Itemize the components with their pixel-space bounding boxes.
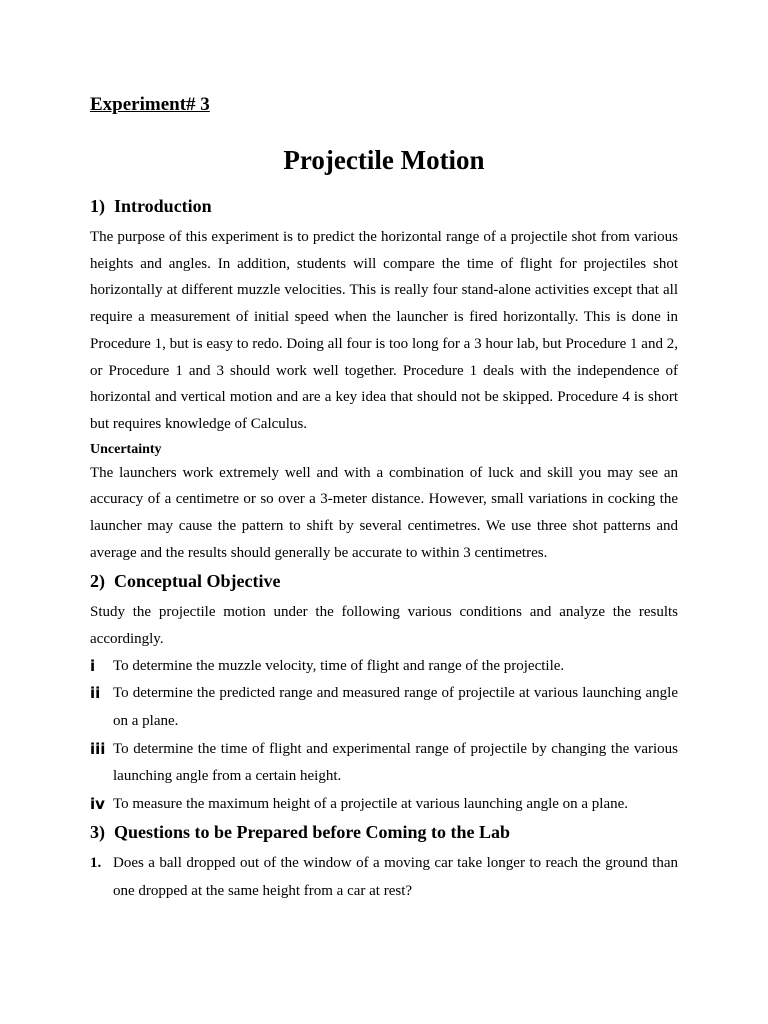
introduction-section [90,194,678,438]
list-item-text: To determine the predicted range and measured range of projectile at various launching angle on a plane. [113,685,678,730]
list-marker: ii [90,684,101,703]
list-item [90,791,678,819]
list-item-text: To measure the maximum height of a projectile at various launching angle on a plane. [113,795,629,812]
experiment-label: Experiment# 3 [90,94,210,115]
section-heading-introduction [90,194,678,222]
section-number: 2) [90,571,105,592]
list-marker: iv [90,794,105,813]
document-body [90,194,678,906]
objective-list [90,653,678,819]
section-number: 3) [90,822,105,843]
list-item-text: Does a ball dropped out of the window of a moving car take longer to reach the ground than one dropped at the same height from a car at rest? [113,855,678,899]
section-title: Questions to be Prepared before Coming to the Lab [114,822,510,843]
uncertainty-section [90,440,678,567]
section-title: Introduction [114,196,212,216]
uncertainty-paragraph: The launchers work extremely well and with a combination of luck and skill you may see an accuracy of a centimetre or so over a 3-meter distance. However, small variations in cocking the launcher may cause the pattern to shift by several centimetres. We use three shot patterns and average and the results should generally be accurate to within 3 centimetres. [90,464,678,561]
section-heading-questions [90,820,678,848]
objective-section [90,569,678,818]
list-item [90,680,678,735]
questions-list [90,850,678,905]
objective-paragraph: Study the projectile motion under the following various conditions and analyze the results accordingly. [90,604,678,648]
list-item [90,850,678,905]
uncertainty-heading: Uncertainty [90,441,162,457]
section-number: 1) [90,196,105,216]
questions-section [90,820,678,905]
page-title: Projectile Motion [283,145,485,175]
introduction-paragraph: The purpose of this experiment is to predict the horizontal range of a projectile shot from various heights and angles. In addition, students will compare the time of flight for projectiles shot horizontally at different muzzle velocities. This is really four stand-alone activities except that all require a measurement of initial speed when the launcher is fired horizontally. This is done in Procedure 1, but is easy to redo. Doing all four is too long for a 3 hour lab, but Procedure 1 and 2, or Procedure 1 and 3 should work well together. Procedure 1 deals with the independence of horizontal and vertical motion and are a key idea that should not be skipped. Procedure 4 is short but requires knowledge of Calculus. [90,229,678,432]
section-title: Conceptual Objective [114,571,281,592]
list-item-text: To determine the time of flight and experimental range of projectile by changing the various launching angle from a certain height. [113,740,678,785]
list-marker: i [90,656,96,675]
section-heading-objective [90,569,678,597]
list-marker: 1. [90,855,102,872]
list-item [90,736,678,791]
list-item [90,653,678,681]
list-marker: iii [90,739,106,758]
list-item-text: To determine the muzzle velocity, time of flight and range of the projectile. [113,657,565,674]
